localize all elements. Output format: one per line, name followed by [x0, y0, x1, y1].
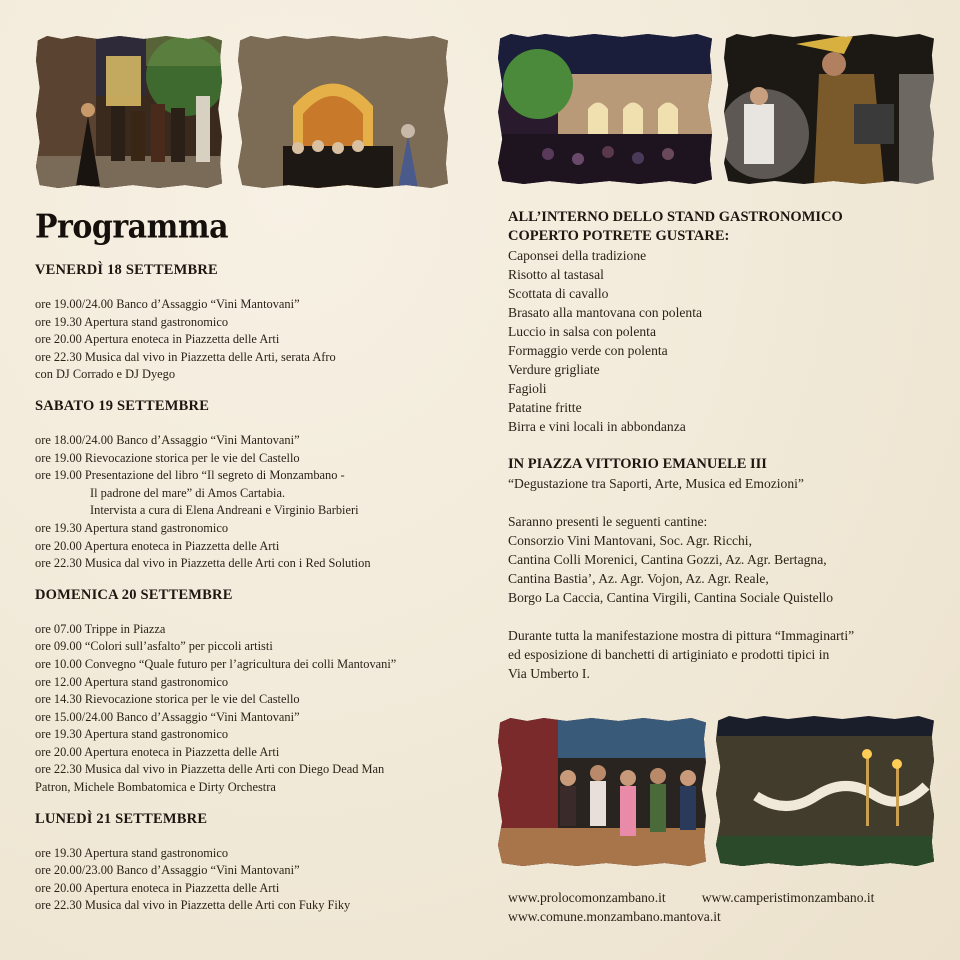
program-title: Programma: [35, 208, 229, 247]
menu-item: Scottata di cavallo: [508, 286, 609, 301]
menu-item: Caponsei della tradizione: [508, 248, 647, 263]
schedule-line: ore 19.00 Rievocazione storica per le vie del Castello: [35, 450, 300, 465]
schedule-line: ore 19.00/24.00 Banco d’Assaggio “Vini Mantovani”: [35, 297, 300, 311]
menu-item: Verdure grigliate: [508, 362, 600, 377]
website-links: [508, 888, 874, 926]
menu-item: Birra e vini locali in abbondanza: [508, 419, 686, 434]
cantine-line: Consorzio Vini Mantovani, Soc. Agr. Ricchi,: [508, 533, 752, 548]
link-comune[interactable]: www.comune.monzambano.mantova.it: [508, 909, 721, 924]
link-camperisti[interactable]: www.camperistimonzambano.it: [701, 890, 875, 905]
day-title: VENERDÌ 18 SETTEMBRE: [35, 262, 218, 278]
menu-item: Brasato alla mantovana con polenta: [508, 305, 703, 320]
mostra-line: Durante tutta la manifestazione mostra di pittura “Immaginarti”: [508, 628, 855, 643]
schedule-line: ore 12.00 Apertura stand gastronomico: [35, 674, 229, 689]
schedule-line: ore 19.00 Presentazione del libro “Il segreto di Monzambano -: [35, 468, 345, 483]
photo-castle-gate-drummers: [238, 36, 448, 188]
photo-medieval-procession: [36, 36, 222, 188]
cantine-line: Cantina Colli Morenici, Cantina Gozzi, Az. Agr. Bertagna,: [508, 552, 827, 567]
schedule-line: ore 19.30 Apertura stand gastronomico: [35, 727, 229, 742]
schedule-line: ore 19.30 Apertura stand gastronomico: [35, 845, 229, 860]
schedule-line: ore 20.00 Apertura enoteca in Piazzetta delle Arti: [35, 332, 280, 347]
schedule-line: ore 22.30 Musica dal vivo in Piazzetta delle Arti con i Red Solution: [35, 556, 371, 571]
stand-title: COPERTO POTRETE GUSTARE:: [508, 228, 730, 244]
menu-item: Risotto al tastasal: [508, 267, 604, 282]
cantine-line: Saranno presenti le seguenti cantine:: [508, 514, 708, 529]
cantine-line: Cantina Bastia’, Az. Agr. Vojon, Az. Agr. Reale,: [508, 571, 769, 586]
photo-performer-guitar: [724, 34, 934, 184]
schedule-line: ore 09.00 “Colori sull’asfalto” per piccoli artisti: [35, 639, 273, 654]
mostra-line: ed esposizione di banchetti di artiginiato e prodotti tipici in: [508, 647, 830, 662]
schedule-line: ore 20.00 Apertura enoteca in Piazzetta delle Arti: [35, 744, 280, 759]
schedule-line: ore 20.00 Apertura enoteca in Piazzetta delle Arti: [35, 538, 280, 553]
piazza-title: IN PIAZZA VITTORIO EMANUELE III: [508, 456, 767, 472]
schedule-line: ore 20.00 Apertura enoteca in Piazzetta delle Arti: [35, 880, 280, 895]
schedule-line: ore 15.00/24.00 Banco d’Assaggio “Vini Mantovani”: [35, 709, 300, 724]
schedule-line: ore 19.30 Apertura stand gastronomico: [35, 520, 229, 535]
photo-street-crowd: [498, 718, 706, 866]
schedule-line: ore 10.00 Convegno “Quale futuro per l’agricultura dei colli Mantovani”: [35, 656, 397, 671]
info-column: [508, 208, 938, 683]
day-domenica: [35, 587, 475, 797]
schedule-line: ore 20.00/23.00 Banco d’Assaggio “Vini Mantovani”: [35, 863, 300, 878]
piazza-subtitle: “Degustazione tra Saporti, Arte, Musica ed Emozioni”: [508, 476, 804, 491]
menu-item: Patatine fritte: [508, 400, 582, 415]
cantine-line: Borgo La Caccia, Cantina Virgili, Cantina Sociale Quistello: [508, 590, 833, 605]
day-title: DOMENICA 20 SETTEMBRE: [35, 586, 233, 603]
schedule-line: ore 18.00/24.00 Banco d’Assaggio “Vini Mantovani”: [35, 432, 300, 447]
schedule-line: con DJ Corrado e DJ Dyego: [35, 367, 176, 382]
schedule-line: ore 22.30 Musica dal vivo in Piazzetta delle Arti con Diego Dead Man: [35, 762, 385, 777]
schedule-line: Il padrone del mare” di Amos Cartabia.: [90, 485, 286, 500]
stand-title: ALL’INTERNO DELLO STAND GASTRONOMICO: [508, 209, 843, 225]
link-proloco[interactable]: www.prolocomonzambano.it: [508, 890, 666, 905]
menu-item: Fagioli: [508, 381, 547, 396]
menu-item: Luccio in salsa con polenta: [508, 324, 656, 339]
day-sabato: [35, 398, 475, 573]
schedule-line: Intervista a cura di Elena Andreani e Virginio Barbieri: [90, 503, 359, 518]
schedule-line: ore 22.30 Musica dal vivo in Piazzetta delle Arti con Fuky Fiky: [35, 898, 351, 913]
day-title: LUNEDÌ 21 SETTEMBRE: [35, 810, 208, 827]
schedule-line: ore 19.30 Apertura stand gastronomico: [35, 314, 229, 329]
schedule-line: ore 07.00 Trippe in Piazza: [35, 621, 166, 636]
day-lunedi: [35, 811, 475, 915]
photo-night-concert-square: [498, 34, 712, 184]
day-title: SABATO 19 SETTEMBRE: [35, 397, 210, 414]
schedule-line: ore 14.30 Rievocazione storica per le vie del Castello: [35, 692, 300, 707]
day-venerdi: [35, 262, 475, 384]
schedule-line: ore 22.30 Musica dal vivo in Piazzetta delle Arti, serata Afro: [35, 349, 336, 364]
photo-castle-wall-night: [716, 716, 934, 866]
menu-item: Formaggio verde con polenta: [508, 343, 668, 358]
schedule-line: Patron, Michele Bombatomica e Dirty Orchestra: [35, 780, 276, 795]
mostra-line: Via Umberto I.: [508, 666, 590, 681]
program-schedule: [35, 262, 475, 929]
